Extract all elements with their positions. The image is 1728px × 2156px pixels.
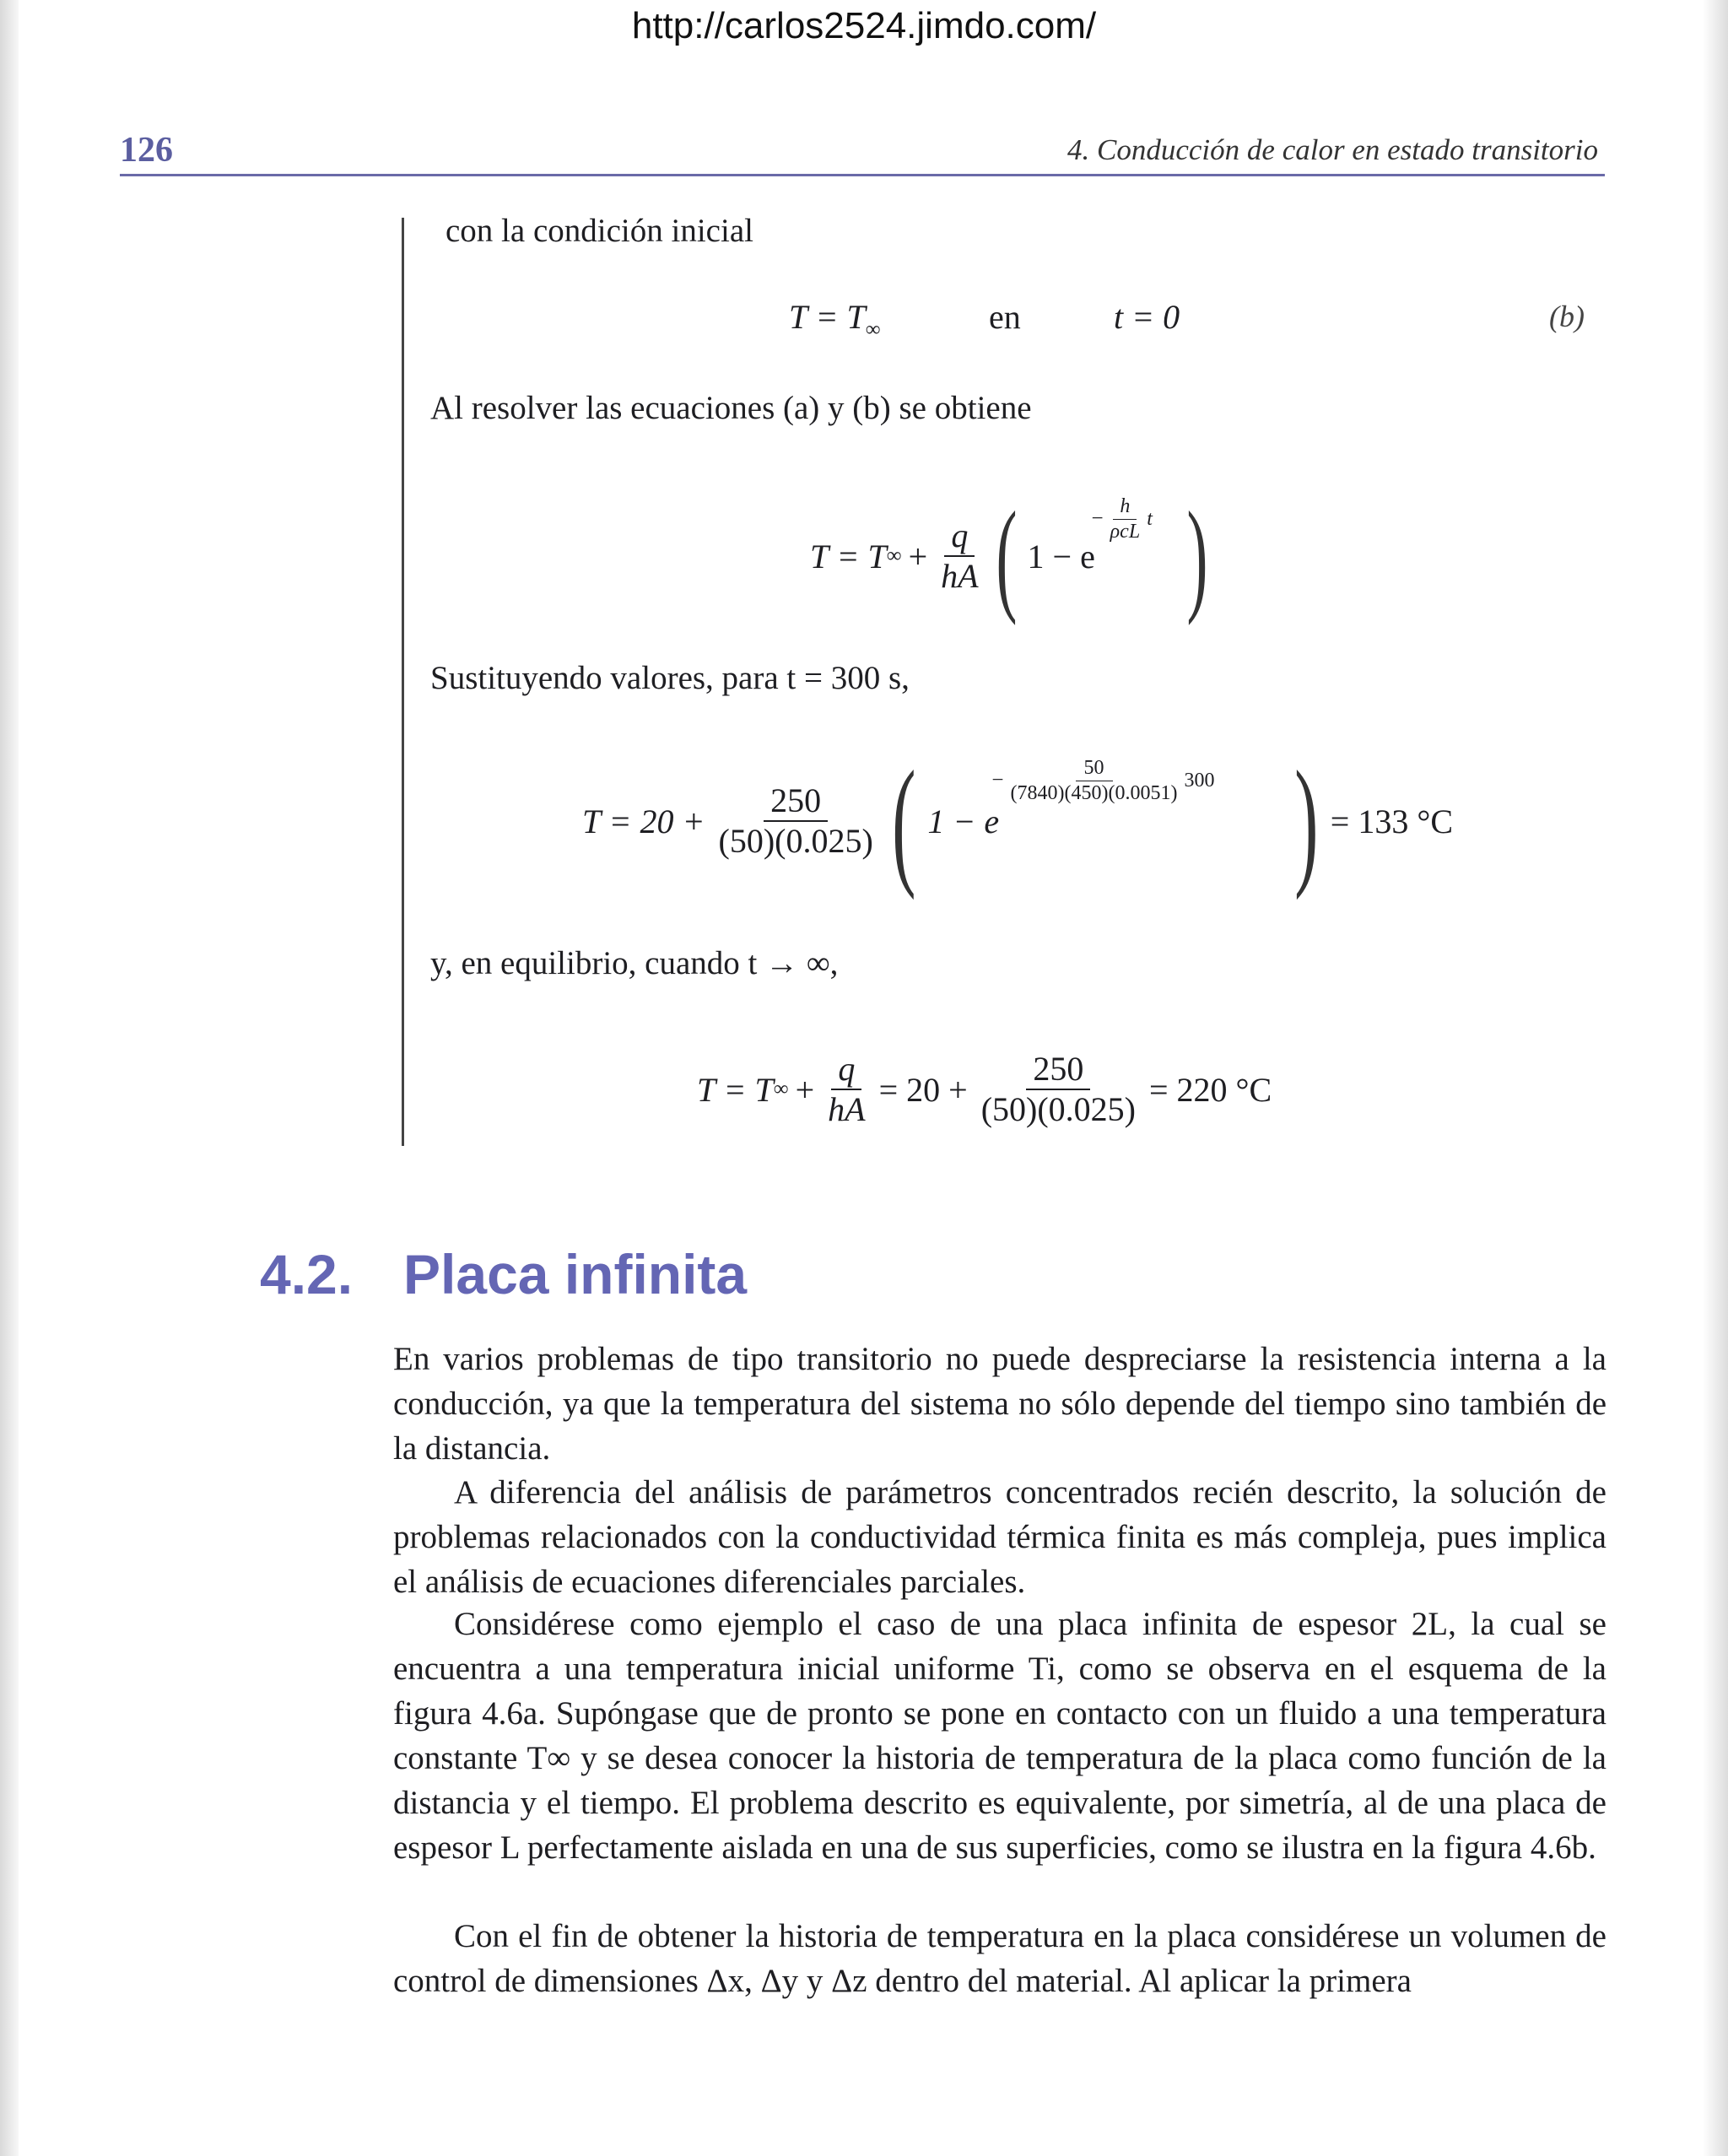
eq-den1: hA: [828, 1090, 866, 1128]
sol-lhs: T = T: [810, 537, 887, 575]
equilibrium-text: y, en equilibrio, cuando t → ∞,: [430, 945, 839, 981]
num-left-paren: (: [891, 742, 916, 900]
example-sidebar-rule: [402, 218, 404, 1146]
eq-num2: 250: [1026, 1051, 1090, 1090]
num-exp-t: 300: [1184, 769, 1215, 792]
equation-solution: [810, 486, 1218, 626]
eq-result: = 220 °C: [1149, 1070, 1272, 1109]
num-exp-minus: −: [991, 769, 1004, 792]
substituting-text: Sustituyendo valores, para t = 300 s,: [430, 660, 910, 696]
num-lhs: T = 20 +: [582, 802, 705, 840]
equation-b: [789, 297, 881, 342]
num-exp-fraction: [1004, 758, 1185, 804]
num-fraction: [712, 783, 880, 859]
sol-plus: +: [908, 537, 928, 575]
num-exp-num: 50: [1076, 758, 1113, 781]
num-one-minus: [927, 756, 1215, 841]
eq-plus: +: [795, 1070, 815, 1109]
num-exponent: [991, 758, 1214, 804]
sol-exp-den: ρcL: [1110, 520, 1141, 543]
num-right-paren: ): [1294, 742, 1319, 900]
sol-one-minus-text: 1 − e: [1027, 537, 1095, 575]
sol-den: hA: [941, 557, 979, 595]
equation-b-condition: t = 0: [1114, 298, 1180, 336]
section-number: 4.2.: [260, 1243, 354, 1305]
eq-sub: ∞: [773, 1078, 789, 1100]
num-result: = 133 °C: [1330, 802, 1454, 840]
intro-text: con la condición inicial: [446, 213, 753, 249]
page-number: 126: [120, 131, 173, 170]
equation-equilibrium: [697, 1051, 1272, 1127]
sol-num: q: [944, 518, 975, 557]
paragraph-3: Considérese como ejemplo el caso de una placa infinita de espesor 2L, la cual se encuentra a una temperatura inicial uniforme Ti, como se observa en el esquema de la figura 4.6a. Supóngase que de pronto se pone en contacto con un fluido a una temperatura constante T∞ y se desea conocer la historia de temperatura de la placa como función de la distancia y el tiempo. El problema descrito es equivalente, por simetría, al de una placa de espesor L perfectamente aislada en una de sus superficies, como se ilustra en la figura 4.6b.: [393, 1606, 1606, 1866]
sol-sub: ∞: [886, 544, 902, 567]
equation-b-en: en: [989, 298, 1021, 336]
resolve-text: Al resolver las ecuaciones (a) y (b) se obtiene: [430, 390, 1032, 426]
paragraph-2: A diferencia del análisis de parámetros concentrados recién descrito, la solución de problemas relacionados con la conductividad térmica finita es más compleja, pues implica el análisis de ecuaciones diferenciales parciales.: [393, 1474, 1606, 1600]
num-one-minus-text: 1 − e: [927, 802, 1000, 840]
sol-exp-t: t: [1147, 507, 1153, 530]
right-paren: ): [1186, 486, 1208, 626]
sol-fraction: [934, 518, 985, 594]
paragraph-1: En varios problemas de tipo transitorio no puede despreciarse la resistencia interna a la conducción, ya que la temperatura del sistema no sólo depende del tiempo sino también de la distancia.: [393, 1341, 1606, 1467]
scan-edge: [0, 0, 19, 2156]
eq-den2: (50)(0.025): [980, 1090, 1136, 1128]
eq-b-sub: ∞: [865, 318, 881, 341]
eq-fraction-2: [975, 1051, 1142, 1127]
eq-num1: q: [831, 1051, 861, 1090]
num-den: (50)(0.025): [718, 822, 873, 860]
running-title: 4. Conducción de calor en estado transitorio: [1067, 133, 1598, 166]
eq-b-lhs: T = T: [789, 298, 866, 336]
header-rule: [120, 174, 1605, 176]
equation-numeric: [582, 742, 1454, 900]
num-exp-den: (7840)(450)(0.0051): [1010, 781, 1178, 804]
equation-b-label: (b): [1549, 300, 1585, 333]
paragraph-4: Con el fin de obtener la historia de temperatura en la placa considérese un volumen de control de dimensiones Δx, Δy y Δz dentro del material. Al aplicar la primera: [393, 1918, 1606, 1999]
eq-lhs: T = T: [697, 1070, 774, 1109]
sol-exp-fraction: [1104, 496, 1148, 543]
section-title: Placa infinita: [403, 1243, 748, 1305]
sol-exp-num: h: [1113, 496, 1137, 520]
left-paren: (: [996, 486, 1018, 626]
section-heading: [260, 1242, 747, 1306]
source-url[interactable]: http://carlos2524.jimdo.com/: [631, 5, 1097, 46]
num-num: 250: [764, 783, 828, 822]
eq-fraction-1: [821, 1051, 872, 1127]
eq-mid: = 20 +: [878, 1070, 968, 1109]
scan-right-edge: [1703, 0, 1728, 2156]
sol-exp-minus: −: [1091, 507, 1104, 531]
sol-one-minus: [1027, 494, 1153, 576]
sol-exponent: [1092, 496, 1153, 543]
